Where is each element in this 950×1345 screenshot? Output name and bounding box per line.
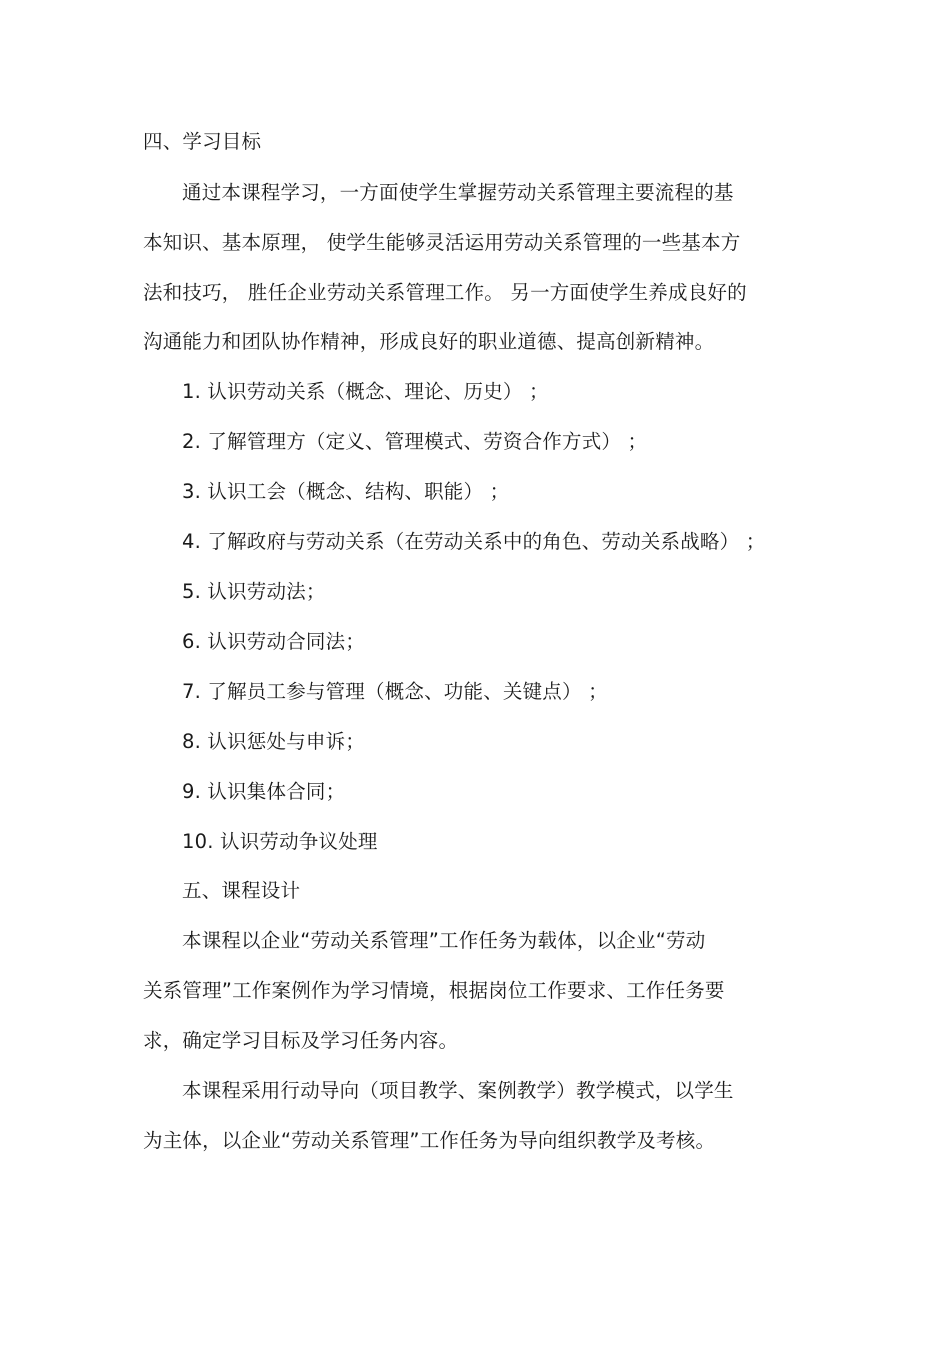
list-item: 5. 认识劳动法； — [182, 580, 326, 603]
paragraph-line: 沟通能力和团队协作精神，形成良好的职业道德、提高创新精神。 — [143, 330, 715, 353]
list-item: 2. 了解管理方（定义、管理模式、劳资合作方式） ； — [182, 430, 648, 453]
list-item: 10. 认识劳动争议处理 — [182, 830, 378, 853]
list-item: 9. 认识集体合同； — [182, 780, 346, 803]
list-item: 6. 认识劳动合同法； — [182, 630, 366, 653]
paragraph-line: 为主体，以企业“劳动关系管理”工作任务为导向组织教学及考核。 — [143, 1129, 716, 1152]
paragraph-line: 本课程采用行动导向（项目教学、案例教学）教学模式，以学生 — [182, 1079, 734, 1102]
paragraph-line: 本知识、基本原理， 使学生能够灵活运用劳动关系管理的一些基本方 — [143, 231, 741, 254]
list-item: 4. 了解政府与劳动关系（在劳动关系中的角色、劳动关系战略） ； — [182, 530, 766, 553]
list-item: 1. 认识劳动关系（概念、理论、历史） ； — [182, 380, 549, 403]
paragraph-line: 求，确定学习目标及学习任务内容。 — [143, 1029, 459, 1052]
section-heading-learning-objectives: 四、学习目标 — [143, 130, 262, 153]
paragraph-line: 法和技巧， 胜任企业劳动关系管理工作。 另一方面使学生养成良好的 — [143, 281, 747, 304]
list-item: 3. 认识工会（概念、结构、职能） ； — [182, 480, 510, 503]
section-heading-course-design: 五、课程设计 — [182, 879, 301, 902]
paragraph-line: 通过本课程学习，一方面使学生掌握劳动关系管理主要流程的基 — [182, 181, 734, 204]
list-item: 8. 认识惩处与申诉； — [182, 730, 366, 753]
paragraph-line: 关系管理”工作案例作为学习情境，根据岗位工作要求、工作任务要 — [143, 979, 725, 1002]
list-item: 7. 了解员工参与管理（概念、功能、关键点） ； — [182, 680, 608, 703]
paragraph-line: 本课程以企业“劳动关系管理”工作任务为载体，以企业“劳动 — [182, 929, 706, 952]
